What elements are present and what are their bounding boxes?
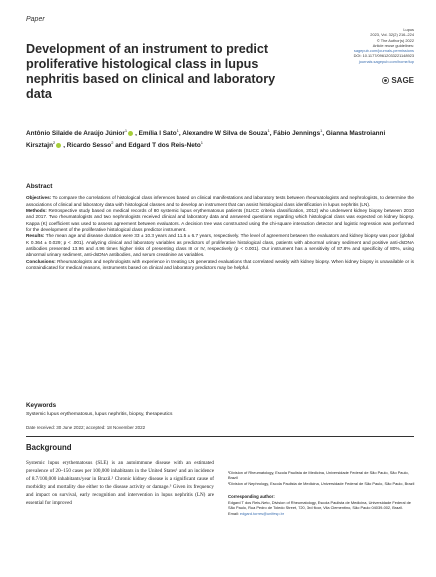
author-name[interactable]: Alexandre W Silva de Souza <box>182 130 268 138</box>
author-separator: , <box>135 130 139 138</box>
keywords-section <box>26 403 406 418</box>
author-name[interactable]: Fábio Jennings <box>273 130 321 138</box>
abstract-paragraph-text: The mean age and disease duration were 33 ± 10.3 years and 11.5 ± 6.7 years, respectively. The level of agreement between the evaluators and kidney biopsy was poor (global K 0.364 ± 0.029; p < .001). Analyzing clinical and laboratory variables as predictors of proliferative histological class, patients with abnormal urinary sediment and positive anti-dsDNA antibodies presented 13.96 and 4.96 times higher risks of presenting class III or IV, respectively (p < 0.001). Our instrument has a sensitivity of 87.8% and specificity of 80%, using abnormal urinary sediment, anti-dsDNA antibodies, and serum creatinine as variables. <box>26 233 414 258</box>
publisher-name: SAGE <box>391 76 414 85</box>
author-name[interactable]: Gianna Mastroianni Kirsztajn <box>26 130 386 150</box>
corresponding-author-email-line <box>228 511 416 516</box>
author-separator: , <box>63 142 67 150</box>
corresponding-author-heading: Corresponding author: <box>228 493 275 499</box>
affiliation-2: ²Division of Nephrology, Escola Paulista de Medicina, Universidade Federal de São Paulo, São Paulo, Brazil <box>228 480 415 486</box>
author-affiliation-marker: 1 <box>200 140 204 146</box>
author-name[interactable]: Ricardo Sesso <box>66 142 112 150</box>
abstract-section <box>26 184 414 271</box>
author-separator: , <box>269 130 274 138</box>
abstract-paragraph <box>26 233 414 258</box>
reuse-guidelines: Article reuse guidelines: <box>372 42 414 48</box>
abstract-subheading: Results: <box>26 233 45 239</box>
abstract-body <box>26 195 414 271</box>
author-name[interactable]: Antônio Silaide de Araújo Júnior <box>26 130 125 138</box>
abstract-heading: Abstract <box>26 183 53 190</box>
author-affiliation-marker: 1 <box>176 128 179 133</box>
orcid-icon[interactable] <box>128 131 133 136</box>
author-affiliation-marker: 1 <box>124 128 128 133</box>
reuse-link[interactable]: sagepub.com/journals-permissions <box>353 48 414 54</box>
author-separator: , <box>322 130 326 138</box>
author-separator: and <box>113 142 129 150</box>
email-label: Email: <box>228 510 239 516</box>
received-accepted-dates: Date received: 30 June 2022; accepted: 18 November 2022 <box>26 425 146 430</box>
author-affiliation-marker: 2 <box>53 140 56 146</box>
corresponding-author-address: Edgard T dos Reis-Neto, Division of Rheumatology, Escola Paulista de Medicina, Universidade Federal de São Paulo, Rua Pedro de Toledo Street, 720, 3rd floor, Vila Clementino, São Paulo 04039-002, Brazil. <box>228 500 411 511</box>
section-divider <box>26 436 414 437</box>
corresponding-author <box>228 494 416 516</box>
author-affiliation-marker: 1 <box>267 128 270 133</box>
publisher-logo <box>382 76 414 85</box>
journal-meta <box>284 27 414 64</box>
journal-name: Lupus <box>403 27 414 32</box>
journal-home-link[interactable]: journals.sagepub.com/home/lup <box>358 58 414 64</box>
keywords-heading: Keywords <box>26 402 57 409</box>
email-link[interactable]: edgard.torres@unifesp.br <box>239 510 285 516</box>
page-type-label: Paper <box>26 16 45 23</box>
article-title: Development of an instrument to predict proliferative histological class in lupus nephritis based on clinical and laboratory data <box>26 42 276 101</box>
author-affiliation-marker: 1 <box>320 128 323 133</box>
abstract-paragraph-text: Retrospective study based on medical records of 80 systemic lupus erythematosus patients (SLICC criteria classification, 2012) who underwent kidney biopsy between 2010 and 2017. Two rheumatologists and two nephrologists received clinical and laboratory data and answered questions regarding which histological class was expected on kidney biopsy. Kappa (K) coefficient was used to assess agreement between evaluators. A decision tree was constructed using the chi-square interaction detector and logistic regression was performed for the development of the proliferative histological class predictor instrument. <box>26 208 414 233</box>
abstract-paragraph <box>26 259 414 272</box>
author-name[interactable]: Edgard T dos Reis-Neto <box>128 142 201 150</box>
author-name[interactable]: Emília I Sato <box>138 130 177 138</box>
affiliation-1: ¹Division of Rheumatology, Escola Paulista de Medicina, Universidade Federal de São Paulo, São Paulo, Brazil <box>228 470 409 481</box>
orcid-icon[interactable] <box>56 143 61 148</box>
affiliations-block <box>228 470 416 516</box>
abstract-subheading: Methods: <box>26 208 47 214</box>
copyright: © The Author(s) 2022 <box>376 37 414 43</box>
abstract-subheading: Objectives: <box>26 195 52 201</box>
abstract-subheading: Conclusions: <box>26 258 56 264</box>
background-text: Systemic lupus erythematosus (SLE) is an autoimmune disease with an estimated prevalence of 20–150 cases per 100,000 inhabitants in the United States¹ and an incidence of 8.7/100,000 inhabitants/year in Brazil.² Chronic kidney disease is a significant cause of morbidity and mortality due either to the disease activity or damage.³ Given its frequency and impact on survival, early recognition and intervention in lupus nephritis (LN) are essential for improved <box>26 460 214 507</box>
doi: DOI: 10.1177/09612033221148923 <box>353 53 414 59</box>
abstract-paragraph <box>26 208 414 233</box>
abstract-paragraph-text: Rheumatologists and nephrologists with experience in treating LN generated evaluations that correlated weakly with kidney biopsy. When kidney biopsy is unavailable or is contraindicated for medical reasons, instruments based on clinical and laboratory predictors may be helpful. <box>26 258 414 271</box>
sage-mark-icon <box>382 77 389 84</box>
author-list <box>26 126 416 151</box>
journal-volume: 2023, Vol. 32(2) 216–224 <box>370 32 414 38</box>
abstract-paragraph <box>26 195 414 208</box>
keywords-text: Systemic lupus erythematosus, lupus nephritis, biopsy, therapeutics <box>26 411 173 417</box>
background-section <box>26 443 214 508</box>
abstract-paragraph-text: To compare the correlations of histological class inferences based on clinical manifestations and laboratory tests between rheumatologists and nephrologists, to determine the associations of clinical and laboratory data with histological classes and to develop an instrument that can assist histological class identification in lupus nephritis (LN). <box>26 195 414 207</box>
background-heading: Background <box>26 443 72 452</box>
author-separator: , <box>178 130 183 138</box>
author-affiliation-marker: 2 <box>111 140 114 146</box>
